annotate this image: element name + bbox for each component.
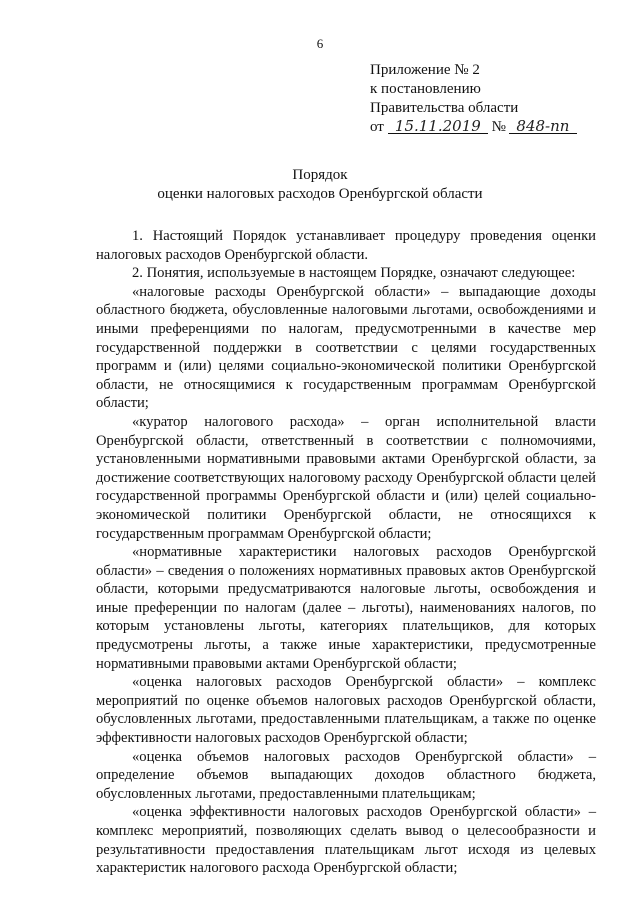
paragraph: «нормативные характеристики налоговых расходов Оренбургской области» – сведения о положениях нормативных правовых актов Оренбургской области, которыми предусматриваются налоговые льготы, освобождения и иные преференции по налогам (далее – льготы), наименованиях налогов, по которым установлены льготы, категориях плательщиков, для которых предусмотрены льготы, а также иные характеристики, предусмотренные нормативными правовыми актами Оренбургской области; [96, 544, 596, 672]
date-prefix: от [370, 119, 384, 135]
paragraph: «оценка объемов налоговых расходов Оренбургской области» – определение объемов выпадающих доходов областного бюджета, обусловленных льготами, предоставленными плательщикам; [96, 748, 596, 802]
paragraph: 1. Настоящий Порядок устанавливает процедуру проведения оценки налоговых расходов Оренбургской области. [96, 228, 596, 263]
paragraph: «куратор налогового расхода» – орган исполнительной власти Оренбургской области, ответственный в соответствии с полномочиями, установленными нормативными правовыми актами Оренбургской области, за достижение соответствующих налоговому расходу Оренбургской области целей государственной программы Оренбургской области и (или) целей социально-экономической политики Оренбургской области, не относящихся к государственным программам Оренбургской области; [96, 413, 596, 542]
title-line-2: оценки налоговых расходов Оренбургской области [157, 186, 483, 202]
handwritten-number: 848-пп [509, 119, 577, 134]
document-title [0, 166, 640, 204]
paragraph: «оценка налоговых расходов Оренбургской области» – комплекс мероприятий по оценке объемов налоговых расходов Оренбургской области, обусловленных льготами, предоставленными плательщикам, а также по оценке эффективности налоговых расходов Оренбургской области; [96, 674, 596, 747]
paragraph: «оценка эффективности налоговых расходов Оренбургской области» – комплекс мероприятий, позволяющих сделать вывод о целесообразности и результативности предоставления плательщикам льгот исходя из целевых характеристик налогового расхода Оренбургской области; [96, 804, 596, 877]
title-line-1: Порядок [292, 167, 348, 183]
paragraph: 2. Понятия, используемые в настоящем Порядке, означают следующее: [132, 265, 576, 282]
document-body [96, 227, 596, 878]
appendix-header [370, 61, 577, 137]
paragraph: «налоговые расходы Оренбургской области» – выпадающие доходы областного бюджета, обусловленные налоговыми льготами, освобождениями и иными преференциями по налогам, предусмотренными в качестве мер государственной поддержки в соответствии с целями государственных программ и (или) целями социально-экономической политики Оренбургской области, не относящимися к государственным программам Оренбургской области; [96, 283, 596, 412]
handwritten-date: 15.11.2019 [388, 119, 488, 134]
appendix-date-line [370, 118, 577, 137]
appendix-line-3: Правительства области [370, 100, 519, 116]
appendix-line-1: Приложение № 2 [370, 62, 480, 78]
number-prefix: № [491, 119, 506, 135]
page-number: 6 [316, 36, 324, 51]
appendix-line-2: к постановлению [370, 81, 481, 97]
